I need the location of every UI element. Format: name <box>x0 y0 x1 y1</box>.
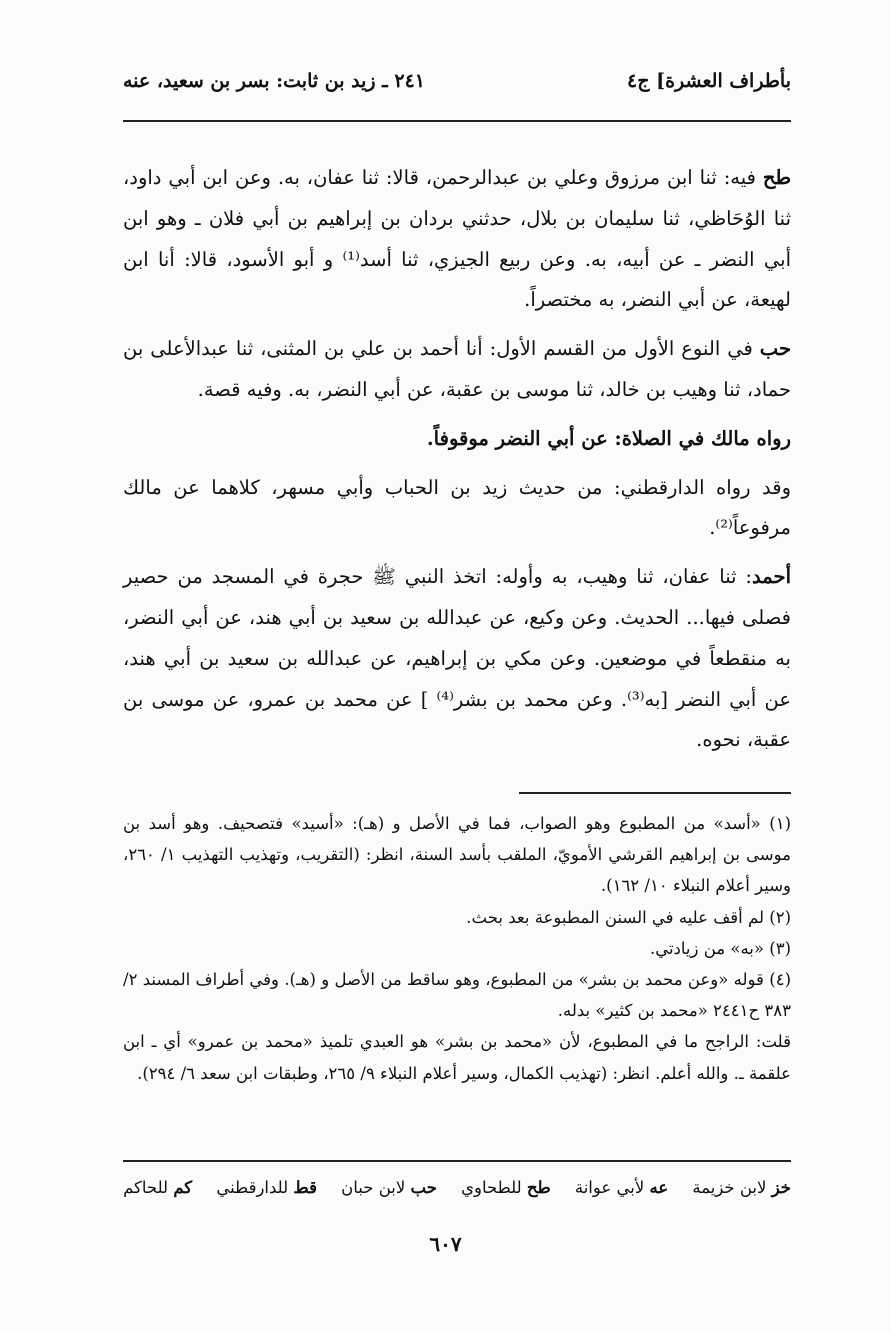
footnotes <box>123 808 791 1089</box>
header-running-title: ٢٤١ ـ زيد بن ثابت: بسر بن سعيد، عنه <box>123 70 425 92</box>
source-code: أحمد <box>752 565 791 589</box>
paragraph-tah <box>123 158 791 321</box>
abbreviation-item: قط للدارقطني <box>216 1178 317 1197</box>
abbreviation-item: عه لأبي عوانة <box>574 1178 669 1197</box>
abbreviation-item: كم للحاكم <box>123 1178 193 1197</box>
abbreviations-key <box>123 1178 791 1197</box>
abbreviation-item: حب لابن حبان <box>341 1178 437 1197</box>
paragraph-hib <box>123 329 791 411</box>
footnote-4: (٤) قوله «وعن محمد بن بشر» من المطبوع، وهو ساقط من الأصل و (هـ). وفي أطراف المسند ٢/ ٣٨٣ ح٢٤٤١ «محمد بن كثير» بدله. <box>123 970 791 1021</box>
paragraph-ahmad <box>123 557 791 761</box>
abbreviations-rule <box>123 1160 791 1162</box>
header-title: بأطراف العشرة] ج٤ <box>627 70 791 92</box>
page-number: ٦٠٧ <box>429 1232 462 1256</box>
running-header <box>123 70 791 104</box>
footnote-3: (٣) «به» من زيادتي. <box>649 938 791 958</box>
footnote-2: (٢) لم أقف عليه في السنن المطبوعة بعد بحث. <box>466 907 791 927</box>
paragraph-daraqutni: وقد رواه الدارقطني: من حديث زيد بن الحباب وأبي مسهر، كلاهما عن مالك مرفوعاً⁽²⁾. <box>123 475 791 540</box>
header-rule <box>123 120 791 122</box>
paragraph-text: في النوع الأول من القسم الأول: أنا أحمد بن علي بن المثنى، ثنا عبدالأعلى بن حماد، ثنا وهيب بن خالد، ثنا موسى بن عقبة، عن أبي النضر، به. وفيه قصة. <box>123 337 791 401</box>
paragraph-malik: رواه مالك في الصلاة: عن أبي النضر موقوفاً. <box>426 426 791 450</box>
paragraph-text: فيه: ثنا ابن مرزوق وعلي بن عبدالرحمن، قالا: ثنا عفان، به. وعن ابن أبي داود، ثنا الوُحَاظي، ثنا سليمان بن بلال، حدثني بردان بن إبراهيم بن أبي فلان ـ وهو ابن أبي النضر ـ عن أبيه، به. وعن ربيع الجيزي، ثنا أسد⁽¹⁾ و أبو الأسود، قالا: أنا ابن لهيعة، عن أبي النضر، به مختصراً. <box>123 166 791 312</box>
source-code: طح <box>762 166 791 189</box>
footnote-1: (١) «أسد» من المطبوع وهو الصواب، فما في الأصل و (هـ): «أسيد» فتصحيف. وهو أسد بن موسى بن إبراهيم القرشي الأمويّ، الملقب بأسد السنة، انظر: (التقريب، وتهذيب التهذيب ١/ ٢٦٠، وسير أعلام النبلاء ١٠/ ١٦٢). <box>123 814 791 896</box>
paragraph-text: : ثنا عفان، ثنا وهيب، به وأوله: اتخذ النبي ﷺ حجرة في المسجد من حصير فصلى فيها... الحديث. وعن وكيع، عن عبدالله بن سعيد بن أبي هند، عن أبي النضر، به منقطعاً في موضعين. وعن مكي بن إبراهيم، عن عبدالله بن سعيد بن أبي هند، عن أبي النضر [به⁽³⁾. وعن محمد بن بشر⁽⁴⁾ ] عن محمد بن عمرو، عن موسى بن عقبة، نحوه. <box>123 565 791 752</box>
footnote-rule <box>519 792 791 794</box>
abbreviation-item: طح للطحاوي <box>461 1178 551 1197</box>
source-code: حب <box>759 337 791 361</box>
abbreviation-item: خز لابن خزيمة <box>692 1178 791 1197</box>
main-text <box>123 158 791 769</box>
footnote-note: قلت: الراجح ما في المطبوع، لأن «محمد بن بشر» هو العبدي تلميذ «محمد بن عمرو» أي ـ ابن علقمة ـ. والله أعلم. انظر: (تهذيب الكمال، وسير أعلام النبلاء ٩/ ٢٦٥، وطبقات ابن سعد ٦/ ٢٩٤). <box>123 1032 792 1083</box>
